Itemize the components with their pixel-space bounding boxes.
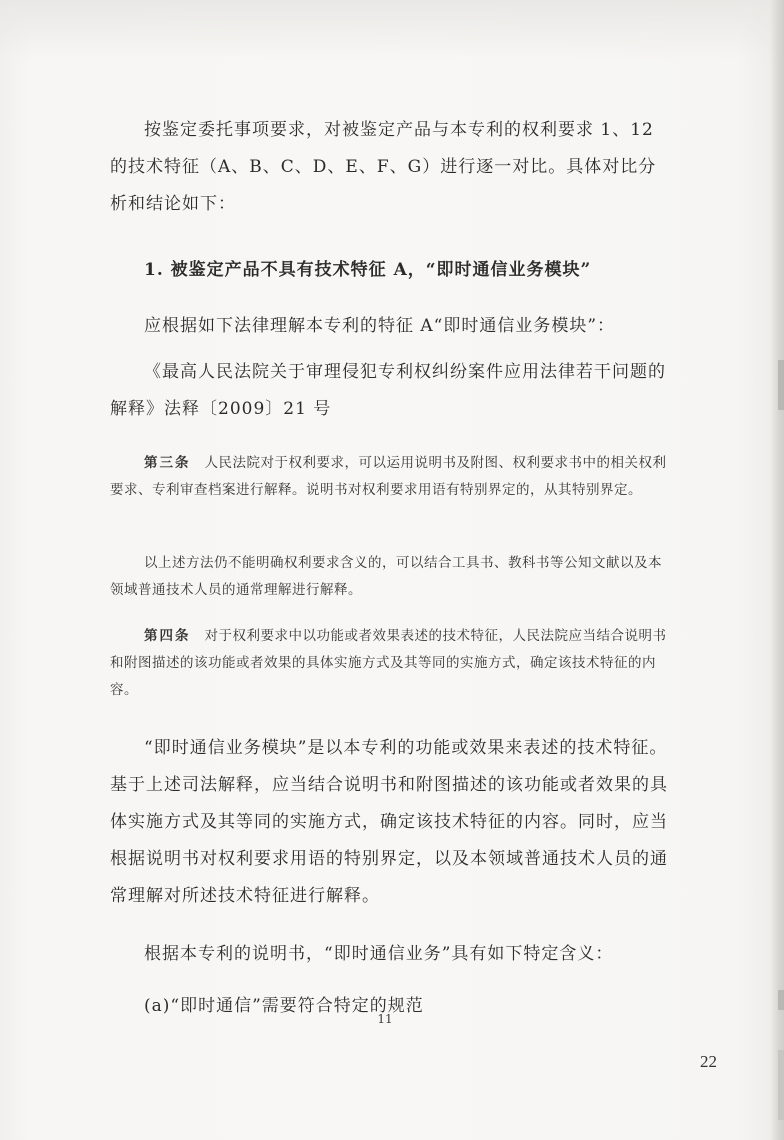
scan-mark [778,1050,784,1120]
article-3-text: 人民法院对于权利要求，可以运用说明书及附图、权利要求书中的相关权利要求、专利审查档案进行解释。说明书对权利要求用语有特别界定的，从其特别界定。 [110,455,667,498]
scan-shadow [0,0,784,60]
interpretation-lead: 应根据如下法律理解本专利的特征 A“即时通信业务模块”： [144,316,616,336]
section-heading: 1. 被鉴定产品不具有技术特征 A，“即时通信业务模块” [144,260,592,280]
article-4-paragraph [110,623,670,704]
scan-edge [770,0,784,1140]
article-4-label: 第四条 [144,628,191,644]
scan-mark [778,360,784,410]
stamp-number: 22 [700,1052,717,1071]
article-4-text: 对于权利要求中以功能或者效果表述的技术特征，人民法院应当结合说明书和附图描述的该功能或者效果的具体实施方式及其等同的实施方式，确定该技术特征的内容。 [110,628,667,698]
article-3-paragraph [110,450,670,504]
law-title: 《最高人民法院关于审理侵犯专利权纠纷案件应用法律若干问题的解释》法释〔2009〕21 号 [110,362,666,419]
intro-paragraph: 按鉴定委托事项要求，对被鉴定产品与本专利的权利要求 1、12 的技术特征（A、B、C、D、E、F、G）进行逐一对比。具体对比分析和结论如下： [110,120,657,214]
list-item-a: (a)“即时通信”需要符合特定的规范 [144,996,424,1016]
page-number: 11 [377,1012,393,1026]
analysis-paragraph: “即时通信业务模块”是以本专利的功能或效果来表述的技术特征。基于上述司法解释，应当结合说明书和附图描述的该功能或者效果的具体实施方式及其等同的实施方式，确定该技术特征的内容。同时，应当根据说明书对权利要求用语的特别界定，以及本领域普通技术人员的通常理解对所述技术特征进行解释。 [110,738,668,906]
scan-mark [778,990,784,1010]
article-3-label: 第三条 [144,455,191,471]
definition-lead: 根据本专利的说明书，“即时通信业务”具有如下特定含义： [144,944,614,964]
article-3-paragraph-2: 以上述方法仍不能明确权利要求含义的，可以结合工具书、教科书等公知文献以及本领域普通技术人员的通常理解进行解释。 [110,555,662,598]
